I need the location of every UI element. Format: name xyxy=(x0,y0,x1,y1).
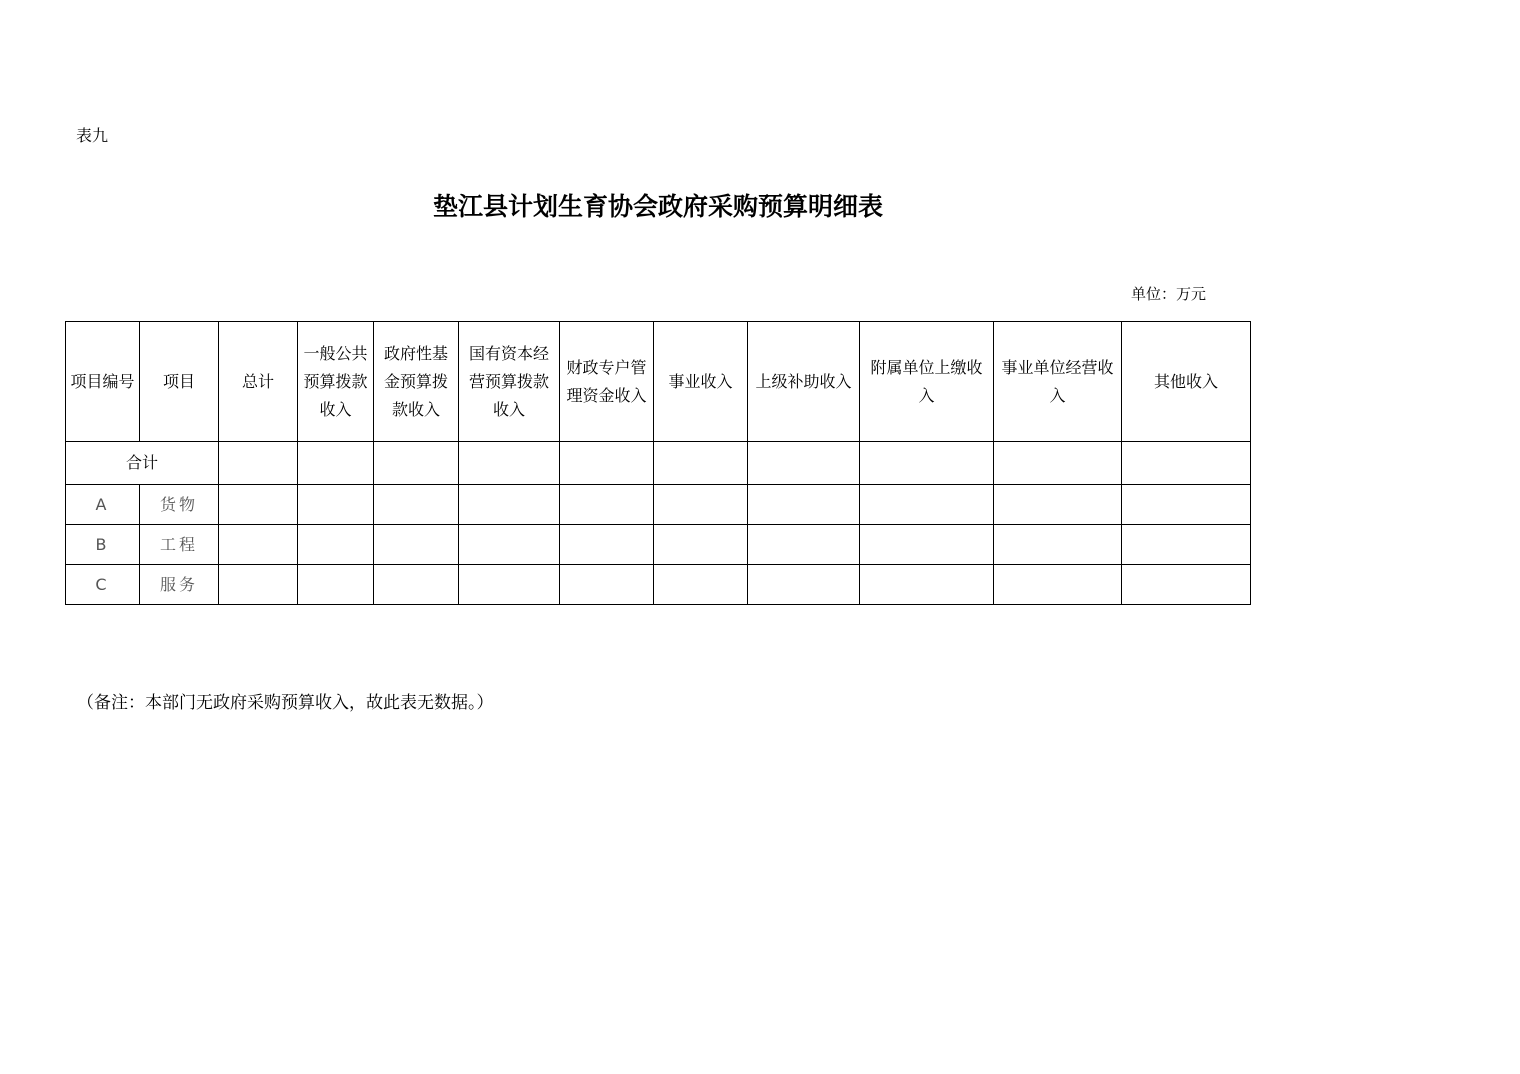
table-cell xyxy=(994,565,1122,605)
table-cell xyxy=(1122,485,1251,525)
table-cell xyxy=(1122,565,1251,605)
column-header: 其他收入 xyxy=(1122,322,1251,442)
table-label: 表九 xyxy=(76,126,109,145)
table-cell xyxy=(654,565,748,605)
column-header: 附属单位上缴收入 xyxy=(860,322,994,442)
table-cell xyxy=(994,485,1122,525)
table-cell xyxy=(560,485,654,525)
table-cell xyxy=(860,442,994,485)
table-cell xyxy=(219,485,298,525)
table-cell xyxy=(560,442,654,485)
table-row xyxy=(66,525,1251,565)
row-name: 货物 xyxy=(140,485,219,525)
row-name: 服务 xyxy=(140,565,219,605)
column-header: 一般公共预算拨款收入 xyxy=(298,322,374,442)
row-code: C xyxy=(66,565,140,605)
table-cell xyxy=(748,442,860,485)
total-label: 合计 xyxy=(66,442,219,485)
table-cell xyxy=(654,525,748,565)
table-cell xyxy=(560,565,654,605)
column-header: 事业单位经营收入 xyxy=(994,322,1122,442)
column-header: 财政专户管理资金收入 xyxy=(560,322,654,442)
table-row xyxy=(66,565,1251,605)
table-cell xyxy=(860,485,994,525)
table-cell xyxy=(459,525,560,565)
table-cell xyxy=(374,485,459,525)
unit-label: 单位：万元 xyxy=(1131,285,1207,303)
table-cell xyxy=(298,565,374,605)
column-header: 项目 xyxy=(140,322,219,442)
table-cell xyxy=(298,442,374,485)
table-cell xyxy=(994,442,1122,485)
table-cell xyxy=(374,525,459,565)
footnote: （备注：本部门无政府采购预算收入，故此表无数据。） xyxy=(77,693,494,713)
row-code: A xyxy=(66,485,140,525)
table-cell xyxy=(374,565,459,605)
row-name: 工程 xyxy=(140,525,219,565)
table-cell xyxy=(860,565,994,605)
total-row xyxy=(66,442,1251,485)
table-cell xyxy=(298,485,374,525)
table-cell xyxy=(374,442,459,485)
budget-table xyxy=(65,321,1251,605)
table-cell xyxy=(860,525,994,565)
table-cell xyxy=(1122,442,1251,485)
column-header: 政府性基金预算拨款收入 xyxy=(374,322,459,442)
table-cell xyxy=(459,565,560,605)
table-cell xyxy=(748,565,860,605)
table-row xyxy=(66,485,1251,525)
table-cell xyxy=(219,525,298,565)
page-title: 垫江县计划生育协会政府采购预算明细表 xyxy=(432,192,883,221)
table-cell xyxy=(298,525,374,565)
table-cell xyxy=(748,525,860,565)
table-cell xyxy=(748,485,860,525)
column-header: 总计 xyxy=(219,322,298,442)
table-cell xyxy=(459,442,560,485)
column-header: 上级补助收入 xyxy=(748,322,860,442)
table-cell xyxy=(560,525,654,565)
column-header: 项目编号 xyxy=(66,322,140,442)
table-cell xyxy=(459,485,560,525)
table-cell xyxy=(219,565,298,605)
table-header-row xyxy=(66,322,1251,442)
column-header: 事业收入 xyxy=(654,322,748,442)
row-code: B xyxy=(66,525,140,565)
table-cell xyxy=(654,485,748,525)
table-cell xyxy=(994,525,1122,565)
table-cell xyxy=(219,442,298,485)
column-header: 国有资本经营预算拨款收入 xyxy=(459,322,560,442)
table-cell xyxy=(654,442,748,485)
table-cell xyxy=(1122,525,1251,565)
